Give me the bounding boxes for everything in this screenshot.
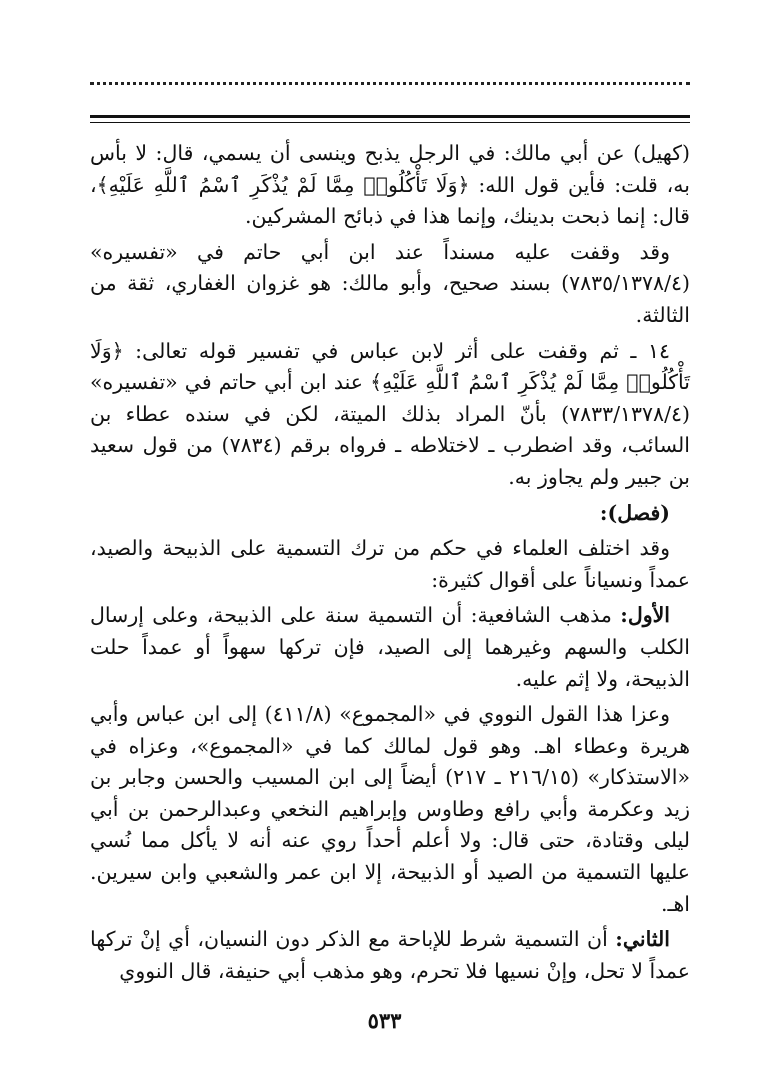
paragraph-4: وقد اختلف العلماء في حكم من ترك التسمية على الذبيحة والصيد، عمداً ونسياناً على أقوال كثيرة:	[90, 536, 690, 592]
paragraph-5	[90, 600, 690, 695]
paragraph-7	[90, 924, 690, 987]
page-number: ٥٣٣	[367, 1008, 402, 1033]
paragraph-3: ١٤ ـ ثم وقفت على أثر لابن عباس في تفسير قوله تعالى: ﴿وَلَا تَأْكُلُوا۟ مِمَّا لَمْ يُذْكَرِ ٱسْمُ ٱللَّهِ عَلَيْهِ﴾ عند ابن أبي حاتم في «تفسيره» (٧٨٣٣/١٣٧٨/٤) بأنّ المراد بذلك الميتة، لكن في سنده عطاء بن السائب، وقد اضطرب ـ لاختلاطه ـ فرواه برقم (٧٨٣٤) من قول سعيد بن جبير ولم يجاوز به.	[90, 338, 690, 489]
header-rule-thin	[90, 122, 690, 123]
section-title: (فصل):	[599, 500, 670, 525]
paragraph-5-text: مذهب الشافعية: أن التسمية سنة على الذبيحة، وعلى إرسال الكلب والسهم وغيرهما إلى الصيد، فإن تركها سهواً أو عمداً حلت الذبيحة، ولا إثم عليه.	[90, 603, 690, 691]
paragraph-7-label: الثاني:	[615, 927, 670, 952]
paragraph-6: وعزا هذا القول النووي في «المجموع» (٤١١/٨) إلى ابن عباس وأبي هريرة وعطاء اهـ. وهو قول لمالك كما في «المجموع»، وعزاه في «الاستذكار» (٢١٦/١٥ ـ ٢١٧) أيضاً إلى ابن المسيب والحسن وجابر بن زيد وعكرمة وأبي رافع وطاوس وإبراهيم النخعي وعبدالرحمن بن أبي ليلى وقتادة، حتى قال: ولا أعلم أحداً روي عنه أنه لا يأكل مما نُسي عليها التسمية من الصيد أو الذبيحة، إلا ابن عمر والشعبي وابن سيرين. اهـ.	[90, 702, 690, 916]
paragraph-7-text: أن التسمية شرط للإباحة مع الذكر دون النسيان، أي إنْ تركها عمداً لا تحل، وإنْ نسيها فلا تحرم، وهو مذهب أبي حنيفة، قال النووي	[90, 927, 690, 983]
body-text	[90, 138, 690, 991]
header-rule-thick	[90, 115, 690, 118]
paragraph-2: وقد وقفت عليه مسنداً عند ابن أبي حاتم في «تفسيره» (٧٨٣٥/١٣٧٨/٤) بسند صحيح، وأبو مالك: هو غزوان الغفاري، ثقة من الثالثة.	[90, 239, 690, 327]
paragraph-5-label: الأول:	[620, 603, 670, 628]
paragraph-1: (كهيل) عن أبي مالك: في الرجل يذبح وينسى أن يسمي، قال: لا بأس به، قلت: فأين قول الله: ﴿وَلَا تَأْكُلُوا۟ مِمَّا لَمْ يُذْكَرِ ٱسْمُ ٱللَّهِ عَلَيْهِ﴾، قال: إنما ذبحت بدينك، وإنما هذا في ذبائح المشركين.	[90, 141, 690, 229]
header-dotted-line	[90, 82, 690, 91]
